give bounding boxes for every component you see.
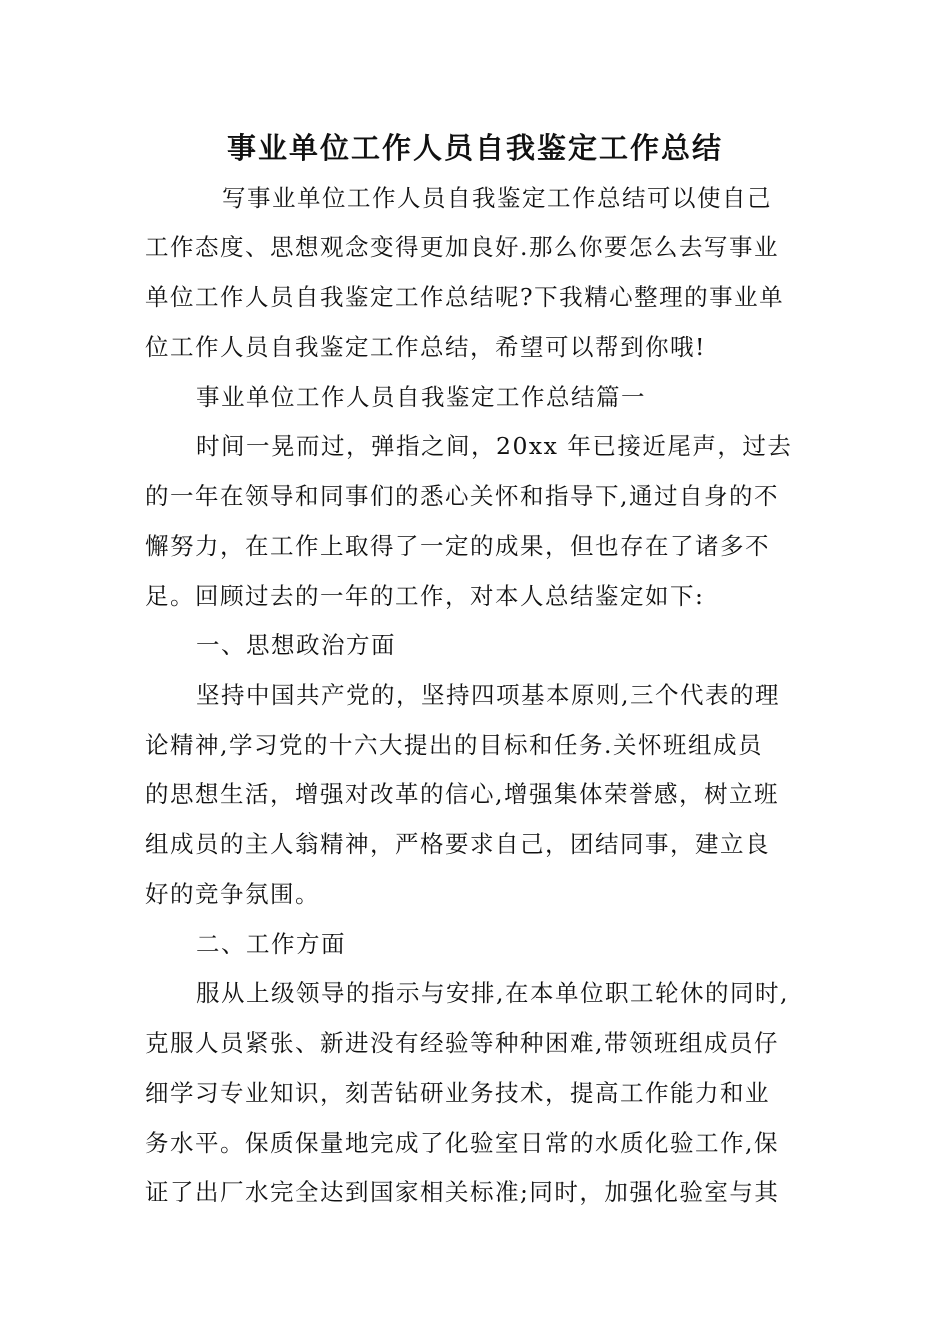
paragraph-line: 懈努力，在工作上取得了一定的成果，但也存在了诸多不 — [145, 532, 770, 560]
section-heading: 事业单位工作人员自我鉴定工作总结篇一 — [196, 383, 646, 411]
paragraph-line: 的思想生活，增强对改革的信心,增强集体荣誉感，树立班 — [145, 780, 779, 808]
paragraph-line: 位工作人员自我鉴定工作总结，希望可以帮到你哦! — [145, 333, 706, 361]
paragraph-line: 工作态度、思想观念变得更加良好.那么你要怎么去写事业 — [145, 233, 779, 261]
paragraph-line: 细学习专业知识，刻苦钻研业务技术，提高工作能力和业 — [145, 1079, 770, 1107]
paragraph-line: 组成员的主人翁精神，严格要求自己，团结同事，建立良 — [145, 830, 770, 858]
paragraph-line: 务水平。保质保量地完成了化验室日常的水质化验工作,保 — [145, 1129, 779, 1157]
paragraph-line: 证了出厂水完全达到国家相关标准;同时，加强化验室与其 — [145, 1178, 780, 1206]
document-title: 事业单位工作人员自我鉴定工作总结 — [226, 131, 723, 165]
paragraph-line: 论精神,学习党的十六大提出的目标和任务.关怀班组成员 — [145, 731, 763, 759]
paragraph-line: 单位工作人员自我鉴定工作总结呢?下我精心整理的事业单 — [145, 283, 785, 311]
paragraph-line: 写事业单位工作人员自我鉴定工作总结可以使自己 — [222, 184, 772, 212]
paragraph-line: 服从上级领导的指示与安排,在本单位职工轮休的同时, — [196, 979, 789, 1007]
paragraph-line: 克服人员紧张、新进没有经验等种种困难,带领班组成员仔 — [145, 1029, 779, 1057]
section-heading: 二、工作方面 — [196, 930, 346, 958]
paragraph-line: 时间一晃而过，弹指之间，20xx 年已接近尾声，过去 — [196, 432, 793, 460]
paragraph-line: 足。回顾过去的一年的工作，对本人总结鉴定如下: — [145, 582, 705, 610]
paragraph-line: 好的竞争氛围。 — [145, 880, 320, 908]
paragraph-line: 坚持中国共产党的，坚持四项基本原则,三个代表的理 — [196, 681, 780, 709]
paragraph-line: 的一年在领导和同事们的悉心关怀和指导下,通过自身的不 — [145, 482, 779, 510]
section-heading: 一、思想政治方面 — [196, 631, 396, 659]
